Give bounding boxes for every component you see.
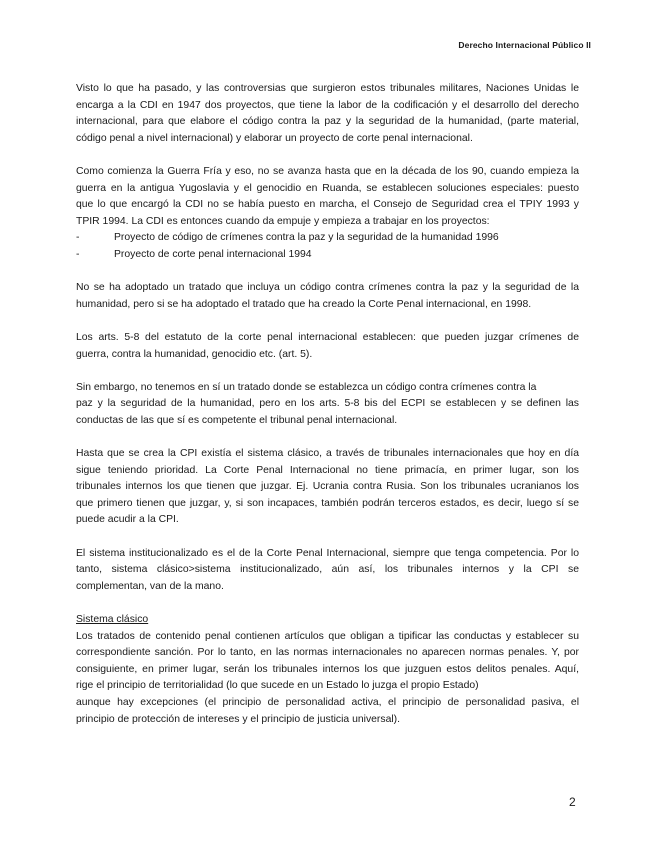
text-line: sigue teniendo prioridad. La Corte Penal Internacional no tiene primacía, en primer lugar, son los xyxy=(76,464,579,476)
text-line: TPIR 1994. La CDI es entonces cuando da empuje y empieza a trabajar en los proyectos: xyxy=(76,215,490,227)
section-heading: Sistema clásico xyxy=(76,614,149,625)
section-sistema-clasico xyxy=(76,612,579,728)
text-line: Como comienza la Guerra Fría y eso, no se avanza hasta que en la década de los 90, cuando empieza la xyxy=(76,165,579,177)
text-line: consiguiente, en primer lugar, serán los tribunales internos los que juzguen estos delitos penales. Aquí, xyxy=(76,663,579,675)
text-line: tanto, sistema clásico>sistema institucionalizado, aún así, los tribunales internos y la CPI se xyxy=(76,564,579,576)
running-header: Derecho Internacional Público II xyxy=(458,40,591,50)
text-line: Los tratados de contenido penal contienen artículos que obligan a tipificar las conductas y establecer su xyxy=(76,630,579,642)
bullet-item xyxy=(76,247,579,264)
text-line: conductas de las que sí es competente el tribunal penal internacional. xyxy=(76,414,398,426)
paragraph-1 xyxy=(76,81,579,147)
paragraph-6 xyxy=(76,446,579,529)
text-line: aunque hay excepciones (el principio de personalidad activa, el principio de personalidad pasiva, el xyxy=(76,696,579,708)
text-line: correspondiente sanción. Por lo tanto, en las normas internacionales no aparecen normas penales. Y, por xyxy=(76,647,579,659)
text-line: guerra en la antigua Yugoslavia y el genocidio en Ruanda, se establecen soluciones especiales: puesto xyxy=(76,182,579,194)
text-line: El sistema institucionalizado es el de la Corte Penal Internacional, siempre que tenga competencia. Por lo xyxy=(76,547,579,559)
bullet-text: Proyecto de código de crímenes contra la paz y la seguridad de la humanidad 1996 xyxy=(114,232,499,244)
paragraph-3 xyxy=(76,280,579,313)
text-line: Visto lo que ha pasado, y las controversias que surgieron estos tribunales militares, Naciones Unidas le xyxy=(76,83,579,94)
text-line: paz y la seguridad de la humanidad, pero en los arts. 5-8 bis del ECPI se establecen y se definen las xyxy=(76,398,579,410)
paragraph-7 xyxy=(76,546,579,596)
text-line: que lo que encargó la CDI no se había puesto en marcha, el Consejo de Seguridad crea el TPIY 1993 y xyxy=(76,199,579,211)
text-line: guerra, contra la humanidad, genocidio etc. (art. 5). xyxy=(76,348,313,360)
text-line: puede acudir a la CPI. xyxy=(76,514,179,526)
bullet-dash: - xyxy=(76,248,80,260)
text-line: rige el principio de territorialidad (lo que sucede en un Estado lo juzga el propio Estado) xyxy=(76,680,479,692)
text-line: Los arts. 5-8 del estatuto de la corte penal internacional establecen: que pueden juzgar crímenes de xyxy=(76,331,579,343)
text-line: internacional, para que elabore el código contra la paz y la seguridad de la humanidad, (parte material, xyxy=(76,116,579,128)
text-line: Sin embargo, no tenemos en sí un tratado donde se establezca un código contra crímenes contra la xyxy=(76,381,537,393)
document-body xyxy=(76,81,579,745)
bullet-dash: - xyxy=(76,232,80,244)
paragraph-4 xyxy=(76,330,579,363)
bullet-item xyxy=(76,230,579,247)
text-line: Hasta que se crea la CPI existía el sistema clásico, a través de tribunales internacionales que hoy en día xyxy=(76,448,579,460)
paragraph-2 xyxy=(76,164,579,264)
text-line: tribunales internos los que tienen que juzgar. Ej. Ucrania contra Rusia. Son los tribunales ucranianos los xyxy=(76,481,579,493)
page-number: 2 xyxy=(569,795,576,809)
text-line: principio de protección de intereses y el principio de justicia universal). xyxy=(76,713,401,725)
text-line: encarga a la CDI en 1947 dos proyectos, que tiene la labor de la codificación y el desarrollo del derecho xyxy=(76,99,579,111)
paragraph-5 xyxy=(76,380,579,430)
bullet-text: Proyecto de corte penal internacional 1994 xyxy=(114,248,312,260)
text-line: que primero tienen que juzgar, y, si son incapaces, también podrán terceros estados, es decir, luego sí se xyxy=(76,497,579,509)
text-line: código penal a nivel internacional) y elaborar un proyecto de corte penal internacional. xyxy=(76,132,473,144)
text-line: No se ha adoptado un tratado que incluya un código contra crímenes contra la paz y la seguridad de la xyxy=(76,282,579,294)
text-line: humanidad, pero si se ha adoptado el tratado que ha creado la Corte Penal internacional, en 1998. xyxy=(76,298,532,310)
text-line: complementan, van de la mano. xyxy=(76,580,224,592)
